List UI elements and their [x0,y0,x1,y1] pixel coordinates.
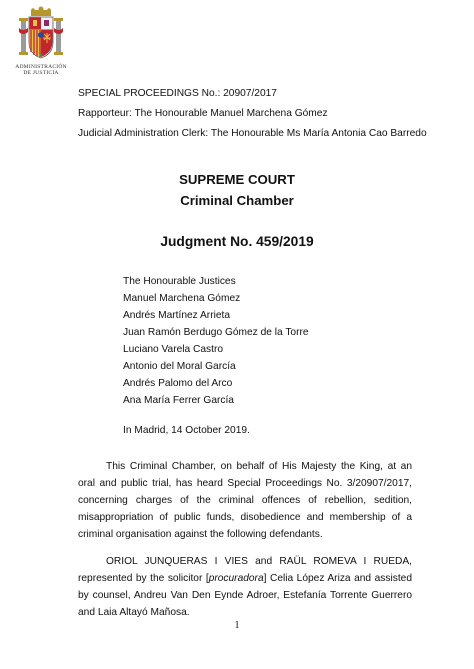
defendants-text-start: ORIOL JUNQUERAS I VIES and RAÜL ROMEVA I RUEDA, represented by the solicitor [ [78,556,412,584]
justices-list [123,273,309,409]
opening-paragraph [78,458,412,543]
judgment-heading: Judgment No. 459/2019 [160,234,314,249]
rapporteur-line: Rapporteur: The Honourable Manuel Marchena Gómez [78,108,328,119]
emblem-caption-line1: ADMINISTRACIÓN [15,64,67,70]
emblem-caption-line2: DE JUSTICIA [23,70,59,77]
justice-name: Luciano Varela Castro [123,344,224,355]
opening-paragraph-text: This Criminal Chamber, on behalf of His Majesty the King, at an oral and public trial, has heard Special Proceedings No. 3/20907/2017, concerning charges of the criminal offences of rebellion, sedition, misappropriation of public funds, disobedience and membership of a criminal organisation against the following defendants. [78,461,412,540]
proceedings-number: SPECIAL PROCEEDINGS No.: 20907/2017 [78,88,277,99]
defendants-paragraph [78,553,412,621]
court-heading: SUPREME COURT [179,172,295,187]
justice-name: Ana María Ferrer García [123,395,234,406]
justices-intro: The Honourable Justices [123,276,236,287]
place-and-date: In Madrid, 14 October 2019. [123,425,250,436]
justice-name: Antonio del Moral García [123,361,236,372]
coat-of-arms-icon [18,6,64,64]
proceedings-metadata [78,84,427,144]
chamber-heading: Criminal Chamber [180,193,294,208]
justice-name: Andrés Palomo del Arco [123,378,233,389]
procuradora-term: procuradora [208,573,264,584]
clerk-line: Judicial Administration Clerk: The Honourable Ms María Antonia Cao Barredo [78,128,427,139]
coat-of-arms-emblem [10,6,72,76]
justice-name: Andrés Martínez Arrieta [123,310,231,321]
justice-name: Juan Ramón Berdugo Gómez de la Torre [123,327,309,338]
page-number: 1 [234,620,240,631]
emblem-caption [10,64,72,76]
defendants-text-end: ] Celia López Ariza and assisted by counsel, Andreu Van Den Eynde Adroer, Estefanía Torrente Guerrero and Laia Altayó Mañosa. [78,573,412,618]
justice-name: Manuel Marchena Gómez [123,293,241,304]
